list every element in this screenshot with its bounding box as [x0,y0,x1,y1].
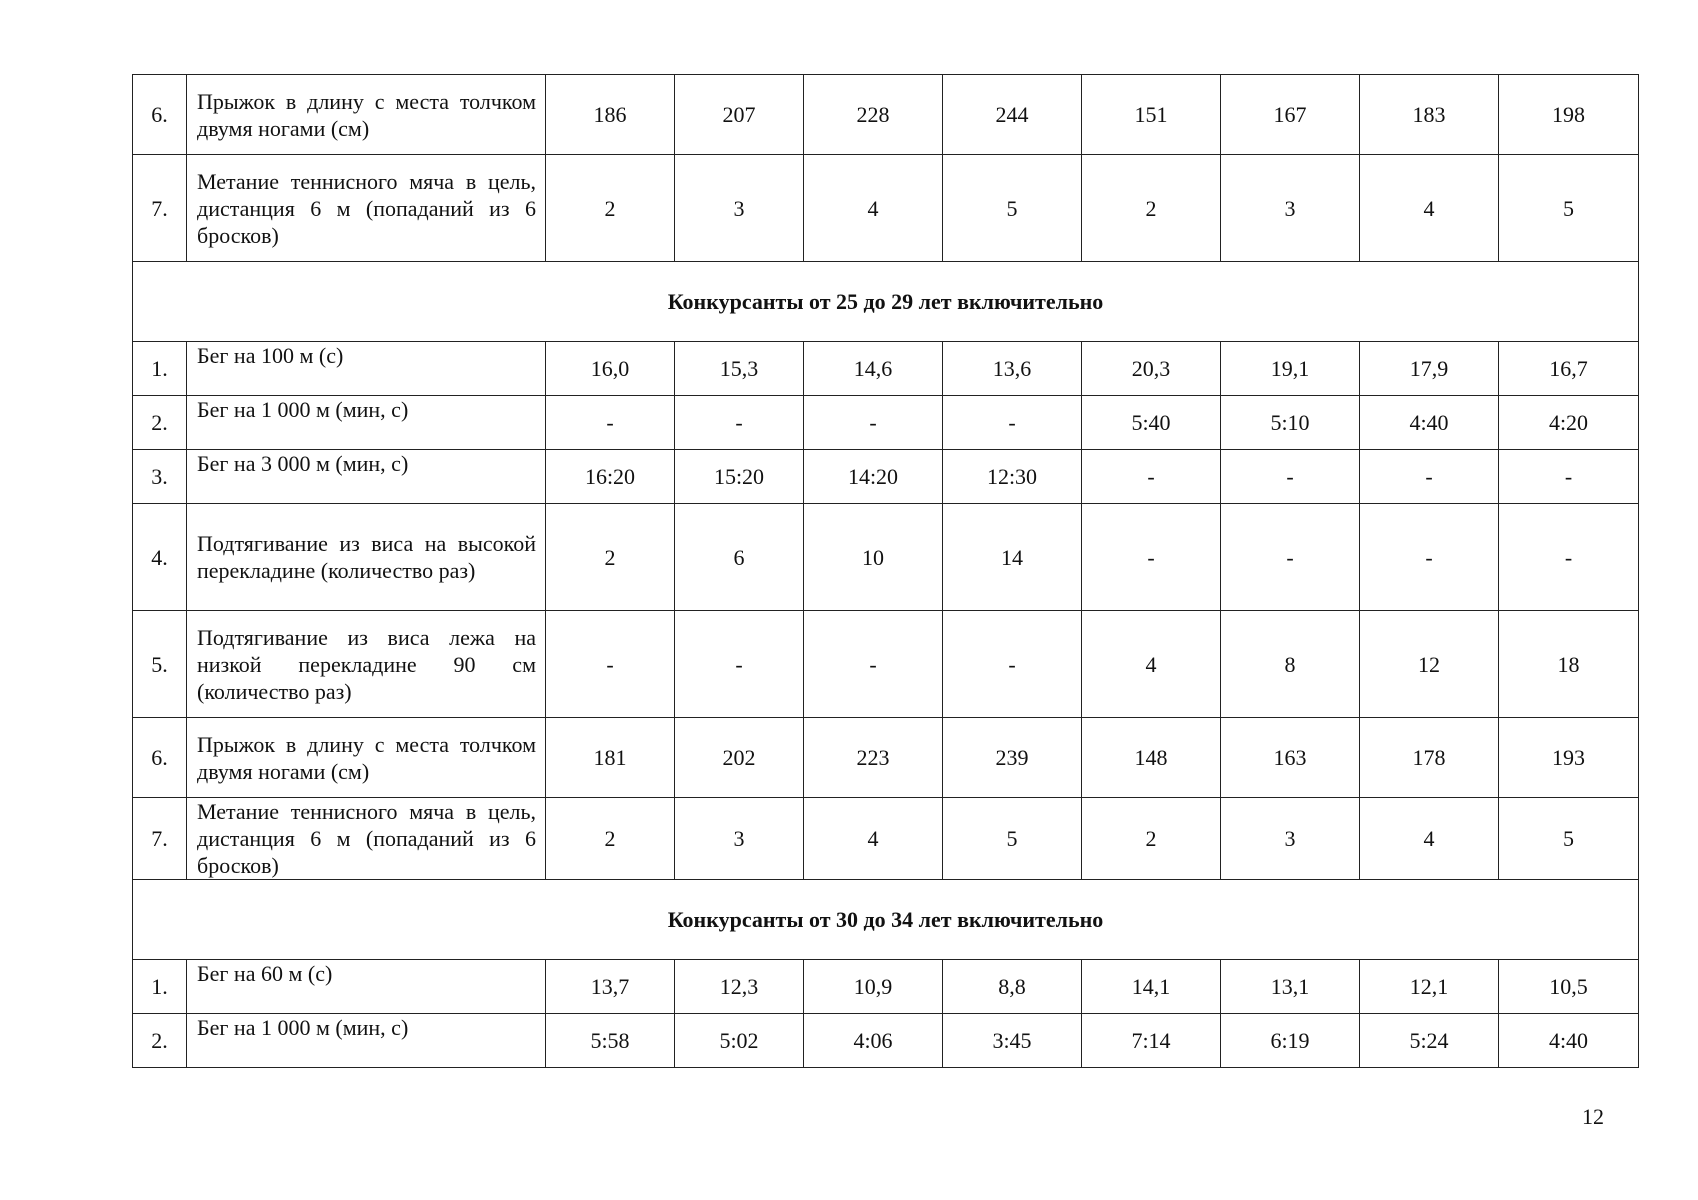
norm-value: - [546,396,675,450]
norm-value: 202 [675,718,804,798]
norm-value: 178 [1360,718,1499,798]
table-row [133,1014,1639,1068]
exercise-name: Бег на 1 000 м (мин, с) [187,396,546,450]
norm-value: 148 [1082,718,1221,798]
norm-value: 2 [1082,155,1221,262]
exercise-name: Метание теннисного мяча в цель, дистанция 6 м (попаданий из 6 бросков) [187,155,546,262]
norm-value: 4 [804,155,943,262]
table-row [133,155,1639,262]
norm-value: 3 [1221,798,1360,880]
norm-value: 16,7 [1499,342,1639,396]
norm-value: - [1082,504,1221,611]
norm-value: 5 [943,798,1082,880]
norm-value: 16:20 [546,450,675,504]
norm-value: 5:02 [675,1014,804,1068]
norm-value: 13,1 [1221,960,1360,1014]
table-row [133,798,1639,880]
norm-value: 4 [1360,155,1499,262]
norm-value: - [1360,450,1499,504]
norm-value: 5:10 [1221,396,1360,450]
norm-value: 10,5 [1499,960,1639,1014]
norm-value: 15:20 [675,450,804,504]
exercise-name: Бег на 3 000 м (мин, с) [187,450,546,504]
row-number: 2. [133,396,187,450]
section-header-row [133,262,1639,342]
norm-value: 186 [546,75,675,155]
row-number: 4. [133,504,187,611]
norm-value: 2 [546,155,675,262]
norm-value: - [1499,450,1639,504]
table-row [133,75,1639,155]
norm-value: 15,3 [675,342,804,396]
norm-value: 5:40 [1082,396,1221,450]
norm-value: 5 [943,155,1082,262]
norm-value: 12:30 [943,450,1082,504]
section-header-row [133,880,1639,960]
exercise-name: Бег на 100 м (с) [187,342,546,396]
norm-value: 10 [804,504,943,611]
norm-value: 7:14 [1082,1014,1221,1068]
norm-value: 13,6 [943,342,1082,396]
norm-value: 3:45 [943,1014,1082,1068]
norm-value: 2 [546,798,675,880]
norm-value: 4:40 [1360,396,1499,450]
norms-table [132,74,1639,1068]
norm-value: - [943,396,1082,450]
norm-value: 4:20 [1499,396,1639,450]
page-number: 12 [1582,1104,1604,1129]
norm-value: 6:19 [1221,1014,1360,1068]
row-number: 1. [133,342,187,396]
norm-value: 13,7 [546,960,675,1014]
norm-value: 3 [675,798,804,880]
exercise-name: Метание теннисного мяча в цель, дистанция 6 м (попаданий из 6 бросков) [187,798,546,880]
norm-value: 5:24 [1360,1014,1499,1068]
norm-value: 16,0 [546,342,675,396]
norm-value: - [1499,504,1639,611]
norm-value: 193 [1499,718,1639,798]
exercise-name: Подтягивание из виса лежа на низкой перекладине 90 см (количество раз) [187,611,546,718]
row-number: 2. [133,1014,187,1068]
norm-value: 10,9 [804,960,943,1014]
table-row [133,960,1639,1014]
norm-value: 3 [1221,155,1360,262]
exercise-name: Бег на 1 000 м (мин, с) [187,1014,546,1068]
norm-value: 198 [1499,75,1639,155]
norm-value: 223 [804,718,943,798]
table-row [133,342,1639,396]
norm-value: 183 [1360,75,1499,155]
norm-value: 244 [943,75,1082,155]
table-row [133,450,1639,504]
norm-value: 207 [675,75,804,155]
norm-value: 181 [546,718,675,798]
norm-value: 12 [1360,611,1499,718]
row-number: 5. [133,611,187,718]
exercise-name: Прыжок в длину с места толчком двумя ногами (см) [187,718,546,798]
norm-value: 167 [1221,75,1360,155]
exercise-name: Прыжок в длину с места толчком двумя ногами (см) [187,75,546,155]
norm-value: 6 [675,504,804,611]
norm-value: - [546,611,675,718]
norm-value: 14,1 [1082,960,1221,1014]
row-number: 3. [133,450,187,504]
norm-value: 8,8 [943,960,1082,1014]
norm-value: 2 [546,504,675,611]
norm-value: 20,3 [1082,342,1221,396]
row-number: 7. [133,798,187,880]
section-title-25-29: Конкурсанты от 25 до 29 лет включительно [133,262,1639,342]
norm-value: 17,9 [1360,342,1499,396]
norm-value: 2 [1082,798,1221,880]
table-row [133,611,1639,718]
table-row [133,396,1639,450]
norm-value: - [943,611,1082,718]
norm-value: 19,1 [1221,342,1360,396]
norm-value: 12,3 [675,960,804,1014]
norm-value: 228 [804,75,943,155]
norm-value: 14,6 [804,342,943,396]
norm-value: - [675,611,804,718]
norm-value: 14:20 [804,450,943,504]
norm-value: 5 [1499,798,1639,880]
row-number: 6. [133,75,187,155]
norm-value: 4 [1360,798,1499,880]
norm-value: - [804,611,943,718]
norm-value: 151 [1082,75,1221,155]
row-number: 1. [133,960,187,1014]
norm-value: - [1221,504,1360,611]
norm-value: - [1082,450,1221,504]
row-number: 7. [133,155,187,262]
table-row [133,718,1639,798]
norm-value: 4 [1082,611,1221,718]
norm-value: - [1360,504,1499,611]
norm-value: 163 [1221,718,1360,798]
norm-value: 3 [675,155,804,262]
norm-value: 4:40 [1499,1014,1639,1068]
section-title-30-34: Конкурсанты от 30 до 34 лет включительно [133,880,1639,960]
norm-value: - [675,396,804,450]
norm-value: 8 [1221,611,1360,718]
row-number: 6. [133,718,187,798]
norm-value: - [804,396,943,450]
table-row [133,504,1639,611]
norm-value: 14 [943,504,1082,611]
exercise-name: Подтягивание из виса на высокой перекладине (количество раз) [187,504,546,611]
exercise-name: Бег на 60 м (с) [187,960,546,1014]
norm-value: - [1221,450,1360,504]
norm-value: 12,1 [1360,960,1499,1014]
norm-value: 5 [1499,155,1639,262]
norm-value: 4 [804,798,943,880]
norm-value: 18 [1499,611,1639,718]
norm-value: 5:58 [546,1014,675,1068]
norm-value: 239 [943,718,1082,798]
norm-value: 4:06 [804,1014,943,1068]
